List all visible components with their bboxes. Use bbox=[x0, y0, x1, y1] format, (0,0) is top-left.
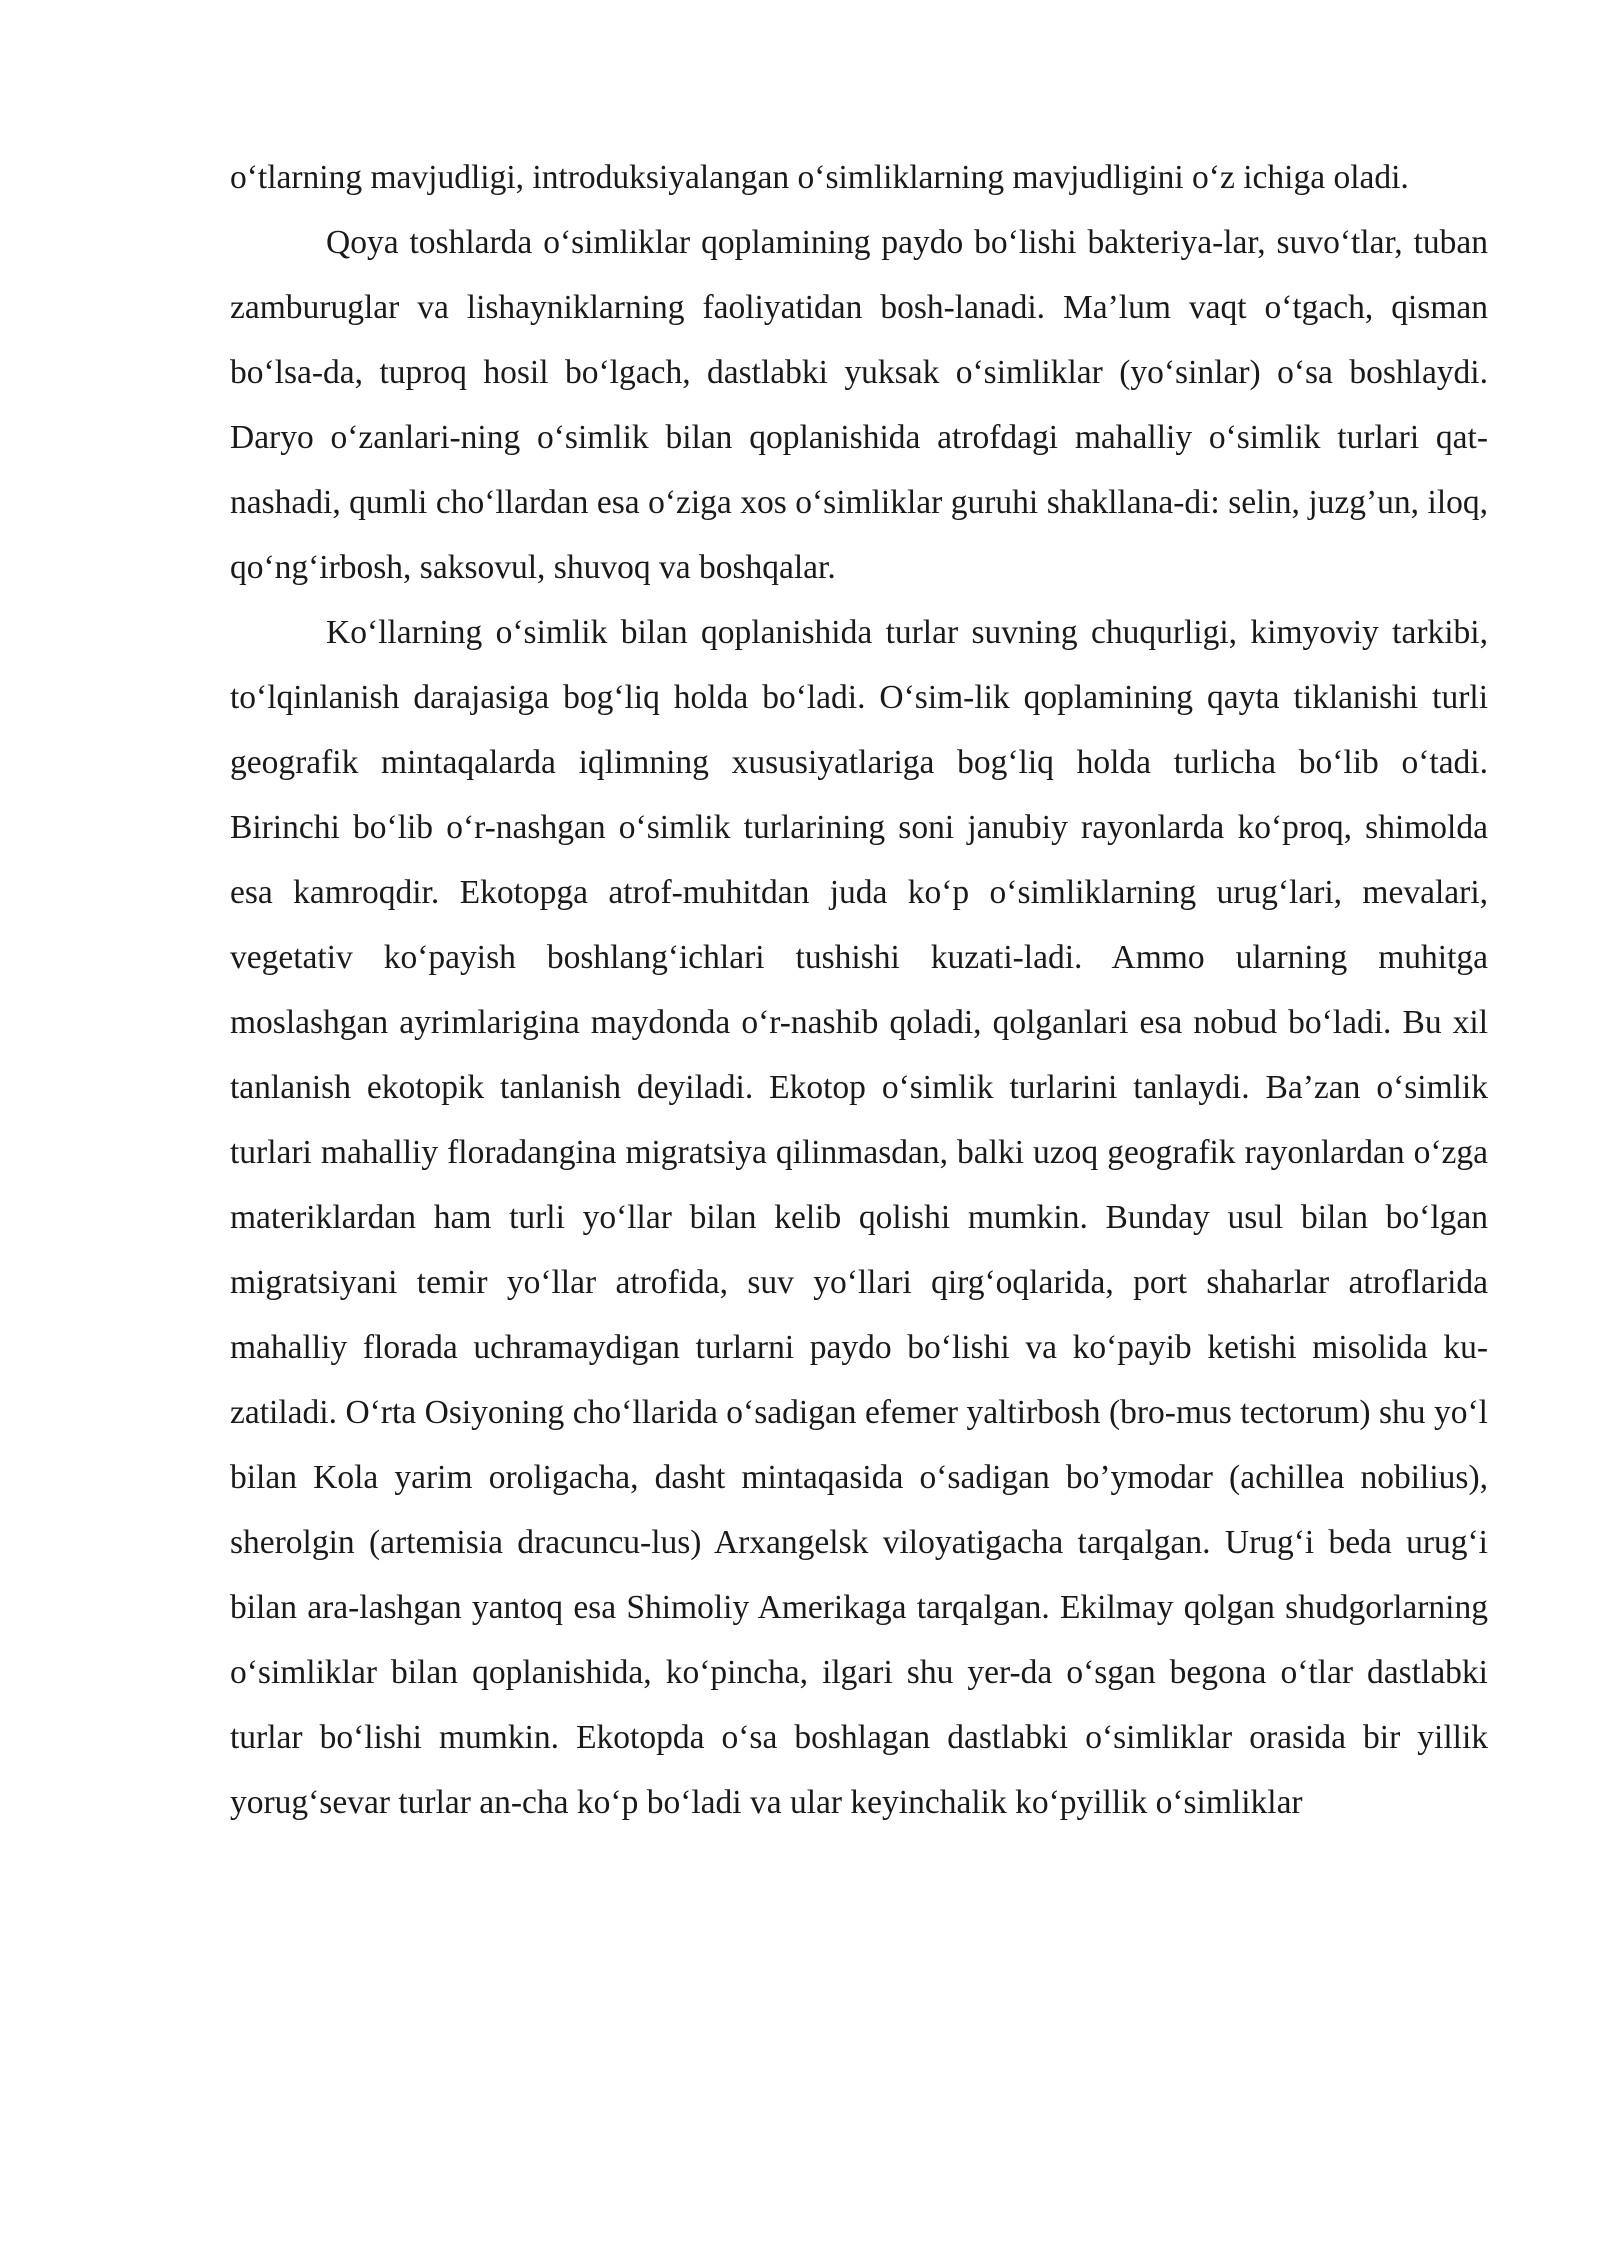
paragraph-rock-colonization: Qoya toshlarda o‘simliklar qoplamining paydo bo‘lishi bakteriya-lar, suvo‘tlar, tuban zamburuglar va lishayniklarning faoliyatidan bosh-lanadi. Ma’lum vaqt o‘tgach, qisman bo‘lsa-da, tuproq hosil bo‘lgach, dastlabki yuksak o‘simliklar (yo‘sinlar) o‘sa boshlaydi. Daryo o‘zanlari-ning o‘simlik bilan qoplanishida atrofdagi mahalliy o‘simlik turlari qat-nashadi, qumli cho‘llardan esa o‘ziga xos o‘simliklar guruhi shakllana-di: selin, juzg’un, iloq, qo‘ng‘irbosh, saksovul, shuvoq va boshqalar. bbox=[230, 224, 1488, 586]
paragraph-lake-colonization: Ko‘llarning o‘simlik bilan qoplanishida turlar suvning chuqurligi, kimyoviy tarkibi, to‘lqinlanish darajasiga bog‘liq holda bo‘ladi. O‘sim-lik qoplamining qayta tiklanishi turli geografik mintaqalarda iqlimning xususiyatlariga bog‘liq holda turlicha bo‘lib o‘tadi. Birinchi bo‘lib o‘r-nashgan o‘simlik turlarining soni janubiy rayonlarda ko‘proq, shimolda esa kamroqdir. Ekotopga atrof-muhitdan juda ko‘p o‘simliklarning urug‘lari, mevalari, vegetativ ko‘payish boshlang‘ichlari tushishi kuzati-ladi. Ammo ularning muhitga moslashgan ayrimlarigina maydonda o‘r-nashib qoladi, qolganlari esa nobud bo‘ladi. Bu xil tanlanish ekotopik tanlanish deyiladi. Ekotop o‘simlik turlarini tanlaydi. Ba’zan o‘simlik turlari mahalliy floradangina migratsiya qilinmasdan, balki uzoq geografik rayonlardan o‘zga materiklardan ham turli yo‘llar bilan kelib qolishi mumkin. Bunday usul bilan bo‘lgan migratsiyani temir yo‘llar atrofida, suv yo‘llari qirg‘oqlarida, port shaharlar atroflarida mahalliy florada uchramaydigan turlarni paydo bo‘lishi va ko‘payib ketishi misolida ku-zatiladi. O‘rta Osiyoning cho‘llarida o‘sadigan efemer yaltirbosh (bro-mus tectorum) shu yo‘l bilan Kola yarim oroligacha, dasht mintaqasida o‘sadigan bo’ymodar (achillea nobilius), sherolgin (artemisia dracuncu-lus) Arxangelsk viloyatigacha tarqalgan. Urug‘i beda urug‘i bilan ara-lashgan yantoq esa Shimoliy Amerikaga tarqalgan. Ekilmay qolgan shudgorlarning o‘simliklar bilan qoplanishida, ko‘pincha, ilgari shu yer-da o‘sgan begona o‘tlar dastlabki turlar bo‘lishi mumkin. Ekotopda o‘sa boshlagan dastlabki o‘simliklar orasida bir yillik yorug‘sevar turlar an-cha ko‘p bo‘ladi va ular keyinchalik ko‘pyillik o‘simliklar bbox=[230, 614, 1488, 1821]
paragraph-continuation: o‘tlarning mavjudligi, introduksiyalangan o‘simliklarning mavjudligini o‘z ichiga oladi. bbox=[230, 159, 1409, 196]
document-body bbox=[230, 145, 1488, 1835]
